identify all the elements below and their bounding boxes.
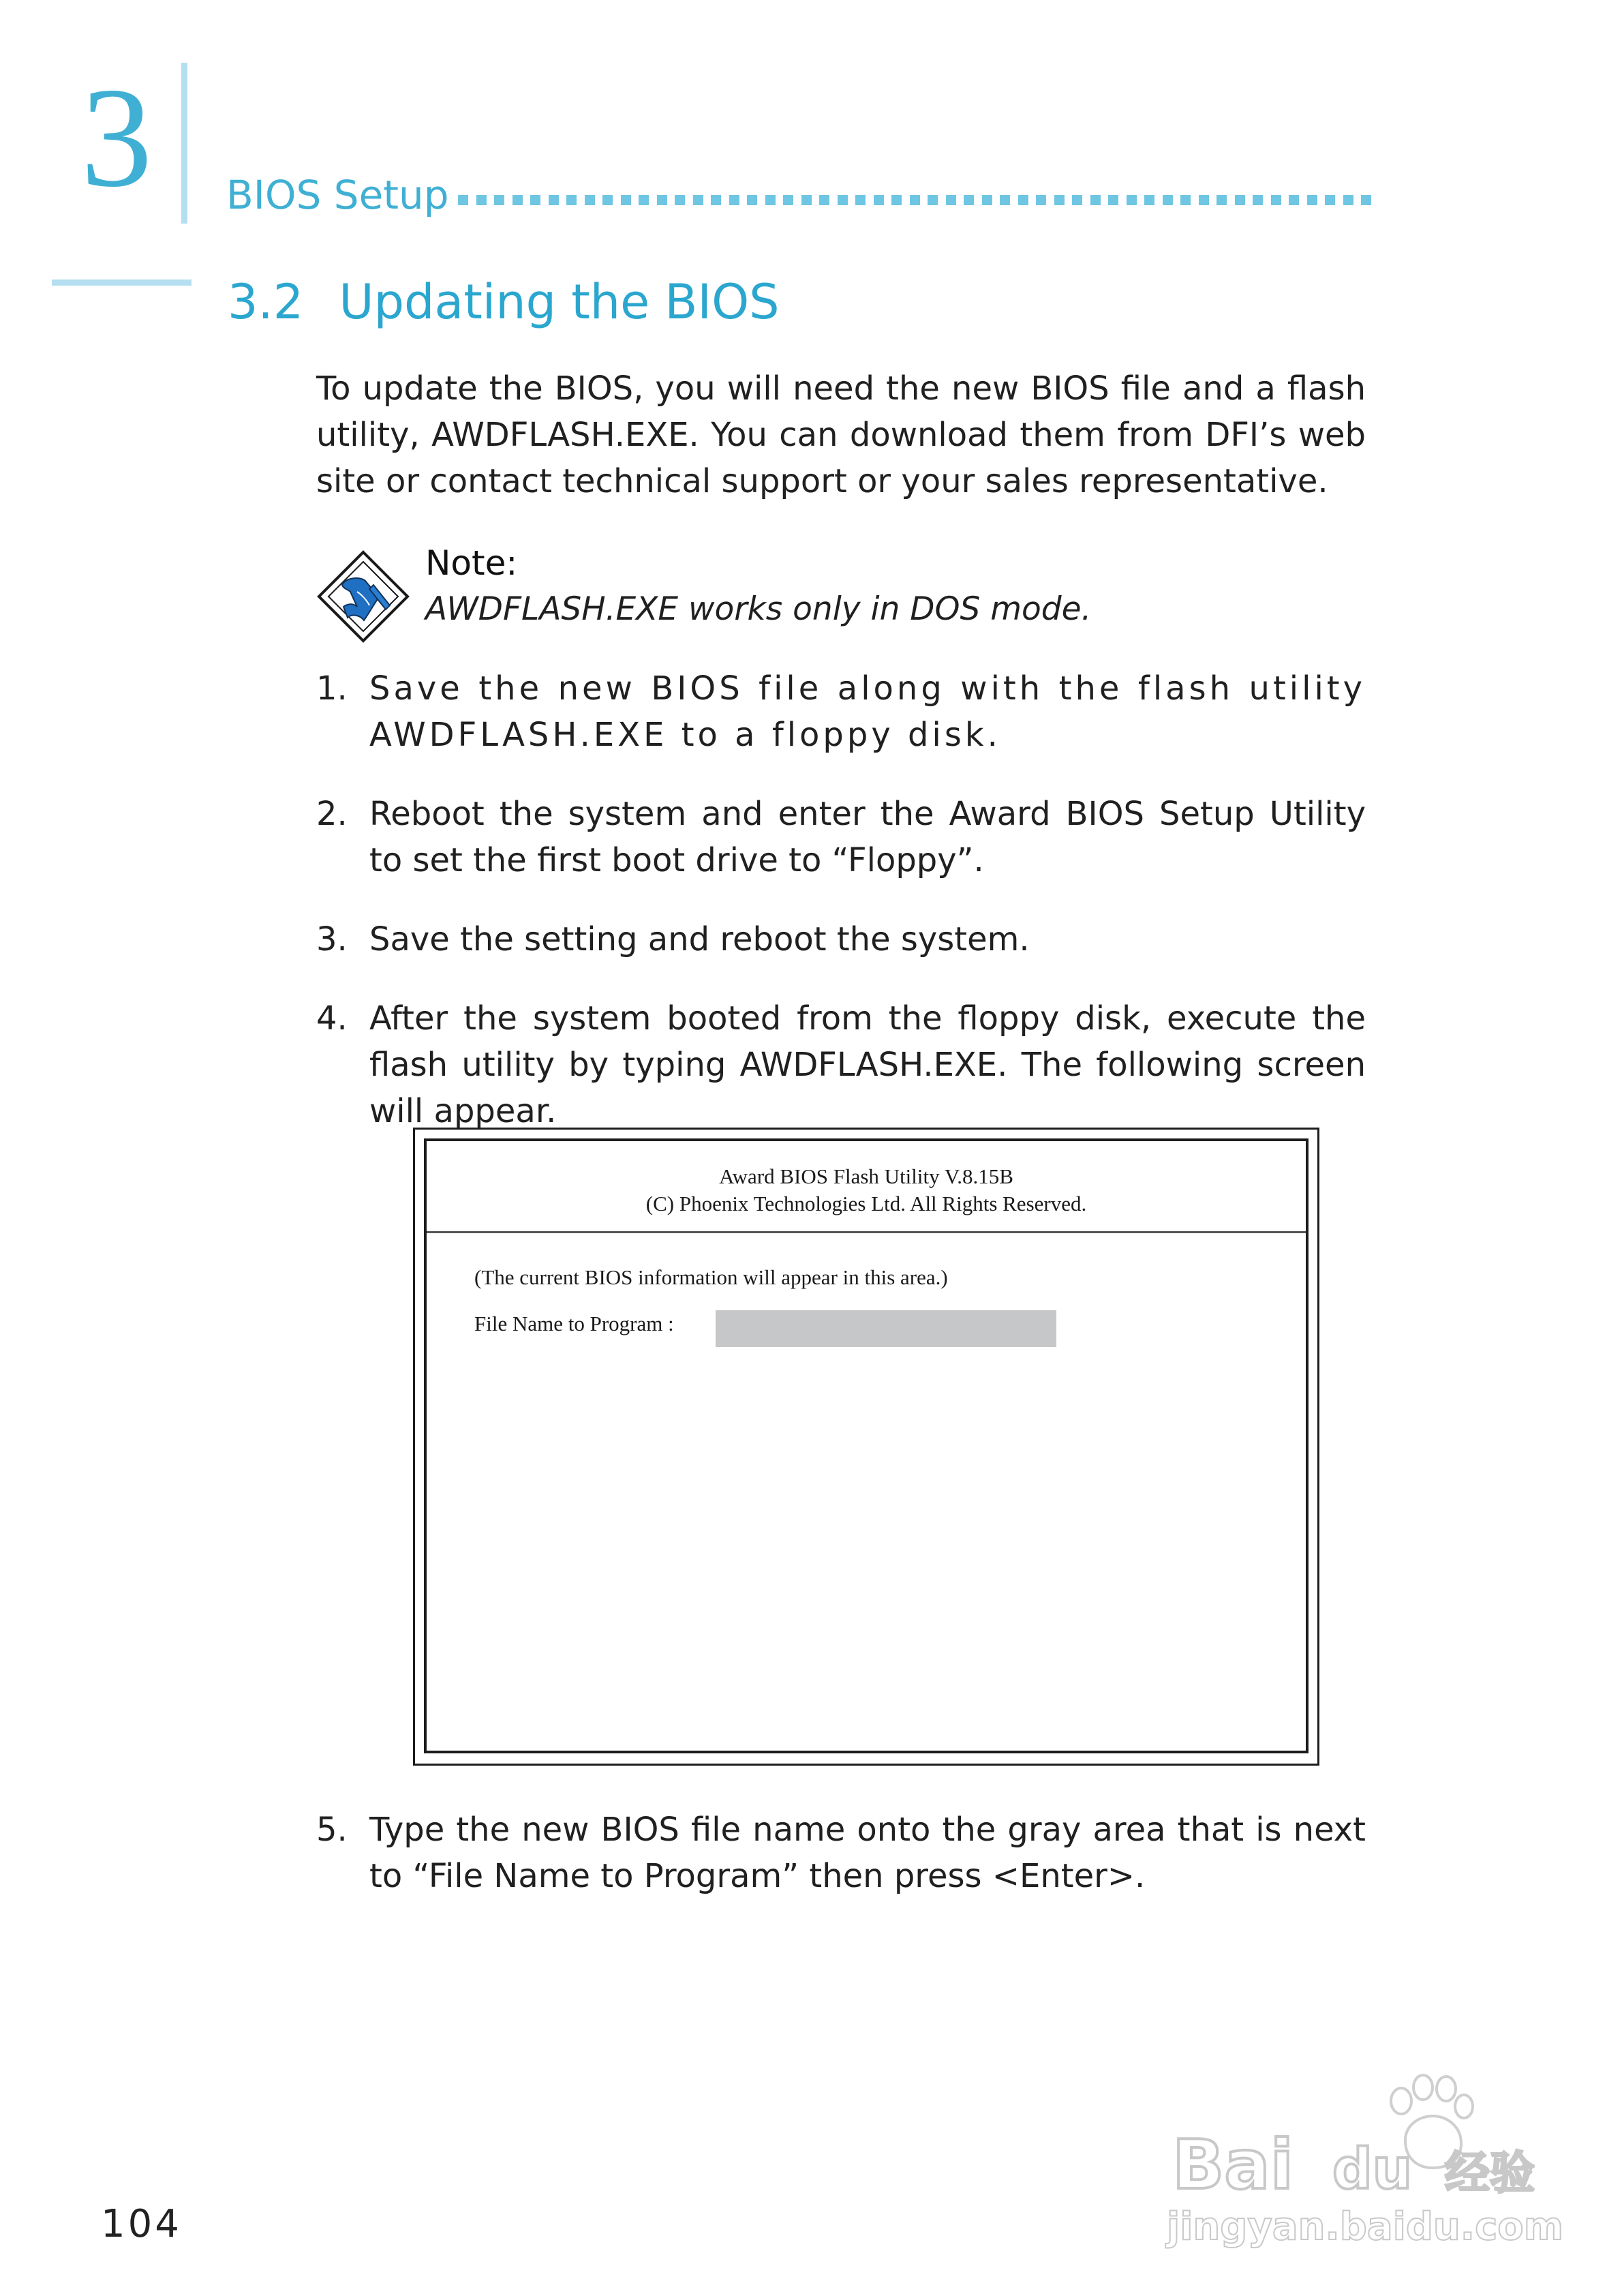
baidu-watermark-logo (1159, 2059, 1540, 2195)
header-dot (621, 195, 631, 205)
step-text: After the system booted from the floppy disk, execute the flash utility by typing AWDFLASH.EXE. The following screen will appear. (369, 999, 1366, 1130)
header-dot (549, 195, 559, 205)
section-title-text: Updating the BIOS (339, 274, 780, 330)
header-dot (819, 195, 829, 205)
header-dot (1054, 195, 1065, 205)
header-dot-leader (458, 195, 1371, 207)
step-number: 1. (316, 669, 348, 708)
header-dot (1361, 195, 1371, 205)
header-dot (512, 195, 523, 205)
page-number: 104 (101, 2202, 182, 2246)
chapter-tab-rule-vertical (181, 63, 187, 224)
svg-text:经验: 经验 (1445, 2147, 1535, 2195)
header-dot (675, 195, 685, 205)
header-dot (1018, 195, 1028, 205)
header-dot (729, 195, 739, 205)
header-dot (1180, 195, 1191, 205)
header-dot (982, 195, 992, 205)
note-text: AWDFLASH.EXE works only in DOS mode. (425, 590, 1092, 628)
header-dot (566, 195, 577, 205)
header-dot (1325, 195, 1335, 205)
header-dot (838, 195, 848, 205)
header-dot (1163, 195, 1173, 205)
step-text: Reboot the system and enter the Award BIOS Setup Utility to set the first boot drive to “Floppy”. (369, 795, 1366, 879)
header-dot (1343, 195, 1353, 205)
step-text: Save the new BIOS file along with the flash utility AWDFLASH.EXE to a floppy disk. (369, 669, 1366, 754)
step-number: 3. (316, 920, 348, 958)
header-dot (765, 195, 776, 205)
header-dot (855, 195, 866, 205)
step-number: 4. (316, 999, 348, 1038)
header-dot (1036, 195, 1046, 205)
file-name-input[interactable] (716, 1310, 1056, 1347)
header-dot (458, 195, 468, 205)
header-dot (1000, 195, 1010, 205)
header-dot (1307, 195, 1317, 205)
header-dot (602, 195, 613, 205)
header-dot (1108, 195, 1118, 205)
header-dot (946, 195, 956, 205)
step-number: 5. (316, 1811, 348, 1849)
section-number: 3.2 (228, 274, 304, 330)
chapter-tab-rule-horizontal (52, 280, 192, 286)
step-text: Type the new BIOS file name onto the gray area that is next to “File Name to Program” then press <Enter>. (369, 1811, 1366, 1895)
header-dot (1216, 195, 1227, 205)
chapter-number: 3 (80, 59, 153, 217)
file-name-label: File Name to Program : (474, 1312, 674, 1335)
chapter-tab (52, 59, 192, 224)
header-dot (928, 195, 938, 205)
header-dot (585, 195, 595, 205)
screen-copyright: (C) Phoenix Technologies Ltd. All Rights Reserved. (645, 1192, 1087, 1215)
header-dot (657, 195, 667, 205)
header-dot (783, 195, 793, 205)
step-number: 2. (316, 795, 348, 833)
header-dot (1144, 195, 1154, 205)
screen-title: Award BIOS Flash Utility V.8.15B (719, 1164, 1013, 1188)
svg-text:du: du (1332, 2137, 1413, 2195)
watermark-url: jingyan.baidu.com (1167, 2205, 1564, 2249)
header-dot (494, 195, 504, 205)
svg-text:Bai: Bai (1172, 2125, 1294, 2195)
header-dot (910, 195, 920, 205)
header-dot (1199, 195, 1209, 205)
screen-divider (427, 1231, 1306, 1233)
header-dot (530, 195, 540, 205)
header-dot (874, 195, 884, 205)
page-title (228, 271, 780, 333)
header-dot (1127, 195, 1137, 205)
header-dot (639, 195, 649, 205)
header-dot (1253, 195, 1263, 205)
header-dot (711, 195, 721, 205)
intro-paragraph: To update the BIOS, you will need the new BIOS file and a flash utility, AWDFLASH.EXE. You can download them from DFI’s web site or contact technical support or your sales representative. (316, 369, 1366, 500)
header-dot (1090, 195, 1101, 205)
header-dot (1072, 195, 1082, 205)
header-dot (1289, 195, 1299, 205)
bios-info-placeholder: (The current BIOS information will appear in this area.) (474, 1265, 948, 1289)
header-dot (801, 195, 812, 205)
note-pen-icon (316, 549, 410, 644)
running-header: BIOS Setup (226, 172, 449, 218)
header-dot (964, 195, 974, 205)
step-text: Save the setting and reboot the system. (369, 920, 1030, 958)
header-dot (476, 195, 487, 205)
header-dot (693, 195, 703, 205)
header-dot (1235, 195, 1245, 205)
header-dot (891, 195, 902, 205)
header-dot (747, 195, 757, 205)
header-dot (1271, 195, 1281, 205)
note-label: Note: (425, 543, 518, 583)
